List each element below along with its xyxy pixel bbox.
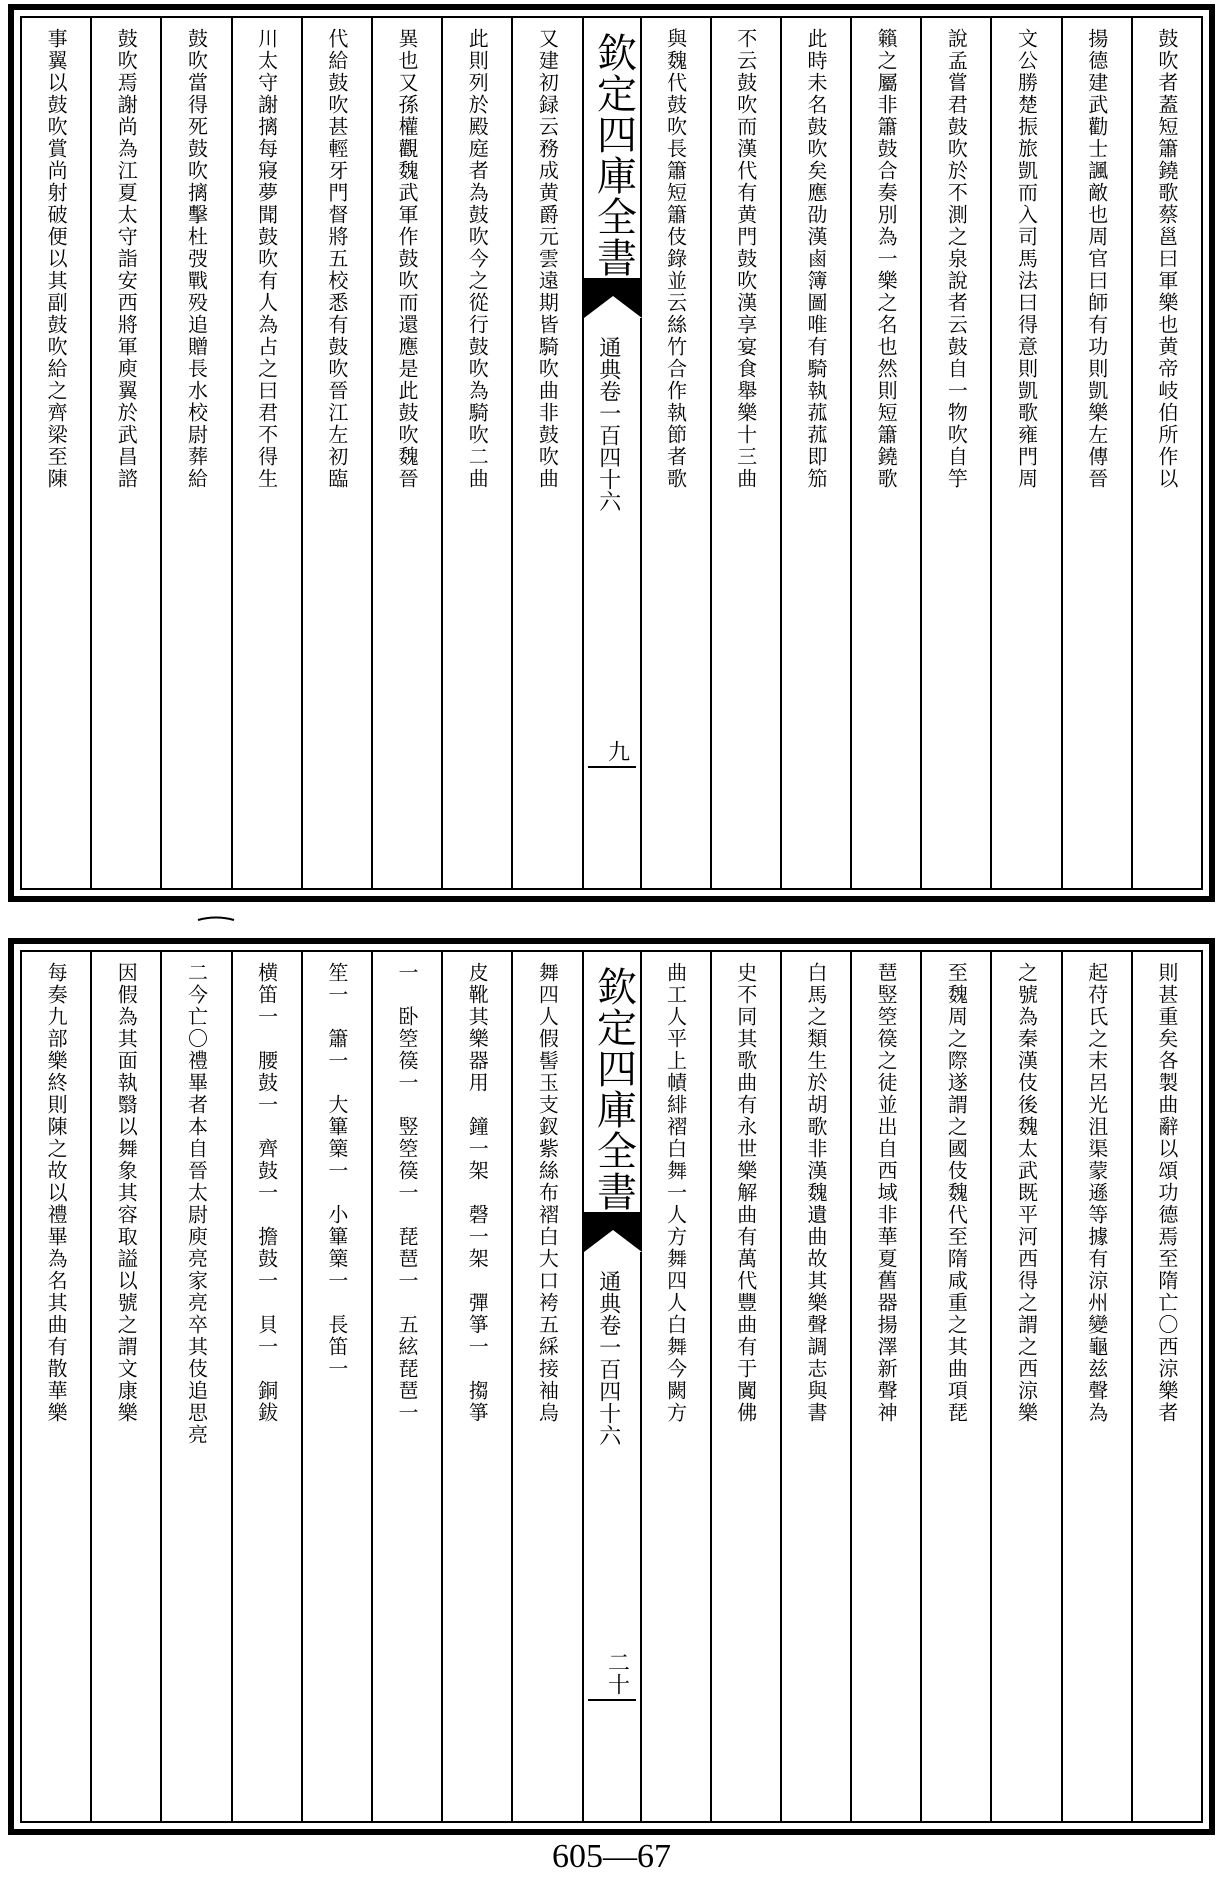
text-column: 與魏代鼓吹長簫短簫伎錄並云絲竹合作執節者歌 bbox=[640, 18, 710, 888]
book-volume bbox=[596, 1270, 621, 1446]
text-column: 横笛一 腰鼓一 齊鼓一 擔鼓一 貝一 銅鈸 bbox=[231, 952, 301, 1821]
center-fold-strip bbox=[582, 952, 640, 1821]
text-column: 文公勝楚振旅凱而入司馬法曰得意則凱歌雍門周 bbox=[990, 18, 1060, 888]
volume-number: 卷一百四十六 bbox=[595, 380, 621, 512]
text-column: 一 卧箜篌一 竪箜篌一 琵琶一 五絃琵琶一 bbox=[371, 952, 441, 1821]
text-column: 史不同其歌曲有永世樂解曲有萬代豐曲有于闐佛 bbox=[710, 952, 780, 1821]
text-column: 籟之屬非簫鼓合奏別為一樂之名也然則短簫鐃歌 bbox=[850, 18, 920, 888]
top-page bbox=[8, 4, 1215, 902]
text-column: 鼓吹焉謝尚為江夏太守詣安西將軍庾翼於武昌諮 bbox=[90, 18, 160, 888]
scan-mark-icon bbox=[196, 914, 236, 924]
text-column: 事翼以鼓吹賞尚射破便以其副鼓吹給之齊梁至陳 bbox=[44, 28, 69, 490]
series-title: 欽定四庫全書 bbox=[590, 32, 637, 278]
text-column: 則甚重矣各製曲辭以頌功德焉至隋亡〇西涼樂者 bbox=[1131, 952, 1201, 1821]
text-column: 二今亡〇禮畢者本自晉太尉庾亮家亮卒其伎追思亮 bbox=[160, 952, 230, 1821]
top-page-frame bbox=[20, 16, 1203, 890]
text-column: 琶竪箜篌之徒並出自西域非華夏舊器揚澤新聲神 bbox=[850, 952, 920, 1821]
series-title: 欽定四庫全書 bbox=[590, 966, 637, 1212]
page-number-footer: 605—67 bbox=[552, 1838, 671, 1875]
text-column: 每奏九部樂終則陳之故以禮畢為名其曲有散華樂 bbox=[44, 962, 69, 1424]
folio-number: 九 bbox=[604, 740, 630, 762]
text-column: 舞四人假髻玉支釵紫絲布褶白大口袴五綵接袖烏 bbox=[511, 952, 581, 1821]
text-column: 揚德建武勸士諷敵也周官曰師有功則凱樂左傳晉 bbox=[1061, 18, 1131, 888]
text-column: 代給鼓吹甚輕牙門督將五校悉有鼓吹晉江左初臨 bbox=[301, 18, 371, 888]
folio-rule bbox=[588, 766, 636, 768]
text-column: 說孟嘗君鼓吹於不測之泉說者云鼓自一物吹自竽 bbox=[920, 18, 990, 888]
fishtail-mark-icon bbox=[584, 278, 642, 318]
text-column: 起苻氏之末呂光沮渠蒙遜等據有涼州變龜兹聲為 bbox=[1061, 952, 1131, 1821]
text-column: 白馬之類生於胡歌非漢魏遺曲故其樂聲調志與書 bbox=[780, 952, 850, 1821]
bottom-page bbox=[8, 938, 1215, 1835]
bottom-page-frame bbox=[20, 950, 1203, 1823]
bottom-page-columns bbox=[22, 952, 1201, 1821]
book-volume bbox=[596, 336, 621, 512]
folio-number: 二十 bbox=[604, 1651, 630, 1695]
book-title: 通典 bbox=[595, 1270, 621, 1314]
text-column: 皮靴其樂器用 鐘一架 磬一架 彈箏一 搊箏 bbox=[441, 952, 511, 1821]
text-column: 曲工人平上幘緋褶白舞一人方舞四人白舞今闕方 bbox=[640, 952, 710, 1821]
text-column: 異也又孫權觀魏武軍作鼓吹而還應是此鼓吹魏晉 bbox=[371, 18, 441, 888]
center-fold-strip bbox=[582, 18, 640, 888]
fishtail-mark-icon bbox=[584, 1212, 642, 1252]
top-page-columns bbox=[22, 18, 1201, 888]
text-column: 又建初録云務成黄爵元雲遠期皆騎吹曲非鼓吹曲 bbox=[511, 18, 581, 888]
text-column: 笙一 簫一 大篳篥一 小篳篥一 長笛一 bbox=[301, 952, 371, 1821]
folio-rule bbox=[588, 1699, 636, 1701]
volume-number: 卷一百四十六 bbox=[595, 1314, 621, 1446]
text-column: 因假為其面執翳以舞象其容取謚以號之謂文康樂 bbox=[90, 952, 160, 1821]
book-title: 通典 bbox=[595, 336, 621, 380]
text-column: 不云鼓吹而漢代有黄門鼓吹漢享宴食舉樂十三曲 bbox=[710, 18, 780, 888]
text-column: 此則列於殿庭者為鼓吹今之從行鼓吹為騎吹二曲 bbox=[441, 18, 511, 888]
text-column: 鼓吹當得死鼓吹摛擊杜弢戰殁追贈長水校尉葬給 bbox=[160, 18, 230, 888]
text-column: 之號為秦漢伎後魏太武既平河西得之謂之西涼樂 bbox=[990, 952, 1060, 1821]
text-column: 至魏周之際遂謂之國伎魏代至隋咸重之其曲項琵 bbox=[920, 952, 990, 1821]
text-column: 此時未名鼓吹矣應劭漢鹵簿圖唯有騎執菰菰即笳 bbox=[780, 18, 850, 888]
text-column: 鼓吹者蓋短簫鐃歌蔡邕曰軍樂也黄帝岐伯所作以 bbox=[1131, 18, 1201, 888]
text-column: 川太守謝摛每寢夢聞鼓吹有人為占之曰君不得生 bbox=[231, 18, 301, 888]
